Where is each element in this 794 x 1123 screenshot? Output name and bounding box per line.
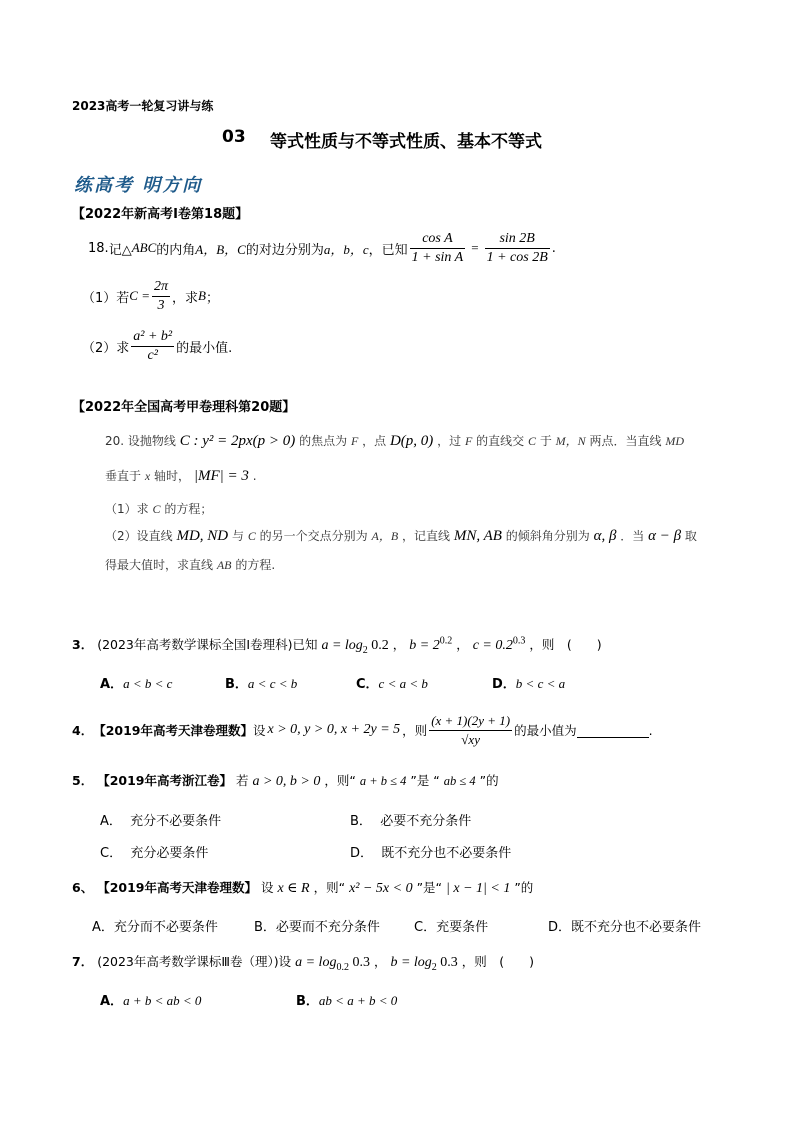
q5-option-b-label: B． <box>350 814 372 829</box>
q6-stem <box>72 878 533 897</box>
q18-part2-tail: 的最小值. <box>176 340 233 356</box>
q7-source: (2023年高考数学课标Ⅲ卷（理）)设 <box>97 954 292 969</box>
q3-c-def <box>472 635 526 653</box>
q18-equals: = <box>471 240 479 255</box>
q20-p2-diff: α − β <box>648 528 682 544</box>
q20-l1-c: ，点 <box>362 434 387 448</box>
q20-part1-text: 的方程； <box>164 502 213 516</box>
q3-b-def <box>409 635 453 653</box>
q20-mf-condition: |MF| = 3 <box>193 468 249 484</box>
q18-part1-lhs: C = <box>129 288 150 303</box>
q4-answer-blank[interactable] <box>577 723 649 738</box>
q3-c-eq: c = 0.2 <box>472 638 513 653</box>
q18-part1-label: （1）若 <box>82 290 130 306</box>
q20-part1-c: C <box>152 502 161 516</box>
q7-option-a[interactable] <box>100 990 201 1009</box>
q7-option-a-text: a + b < ab < 0 <box>123 993 202 1008</box>
q7-b-base: 2 <box>431 961 437 973</box>
q4-sep: ，则 <box>402 723 428 738</box>
q20-part1-label: （1）求 <box>105 502 149 516</box>
q18-part1-numerator: 2π <box>152 278 170 297</box>
q20-p2-e: 的倾斜角分别为 <box>505 529 590 543</box>
q6-a: 设 <box>260 880 274 895</box>
q18-frac1-denominator: 1 + sin A <box>411 249 464 265</box>
q3-option-d-label: D． <box>492 677 516 692</box>
q3-option-a-label: A． <box>100 677 124 692</box>
q4-source: 【2019年高考天津卷理数】 <box>93 723 253 738</box>
q3-b-eq: b = 2 <box>409 638 440 653</box>
q3-option-c-label: C． <box>356 677 379 692</box>
q5-source: 【2019年高考浙江卷】 <box>97 773 232 788</box>
q3-a-def <box>321 638 389 656</box>
q4-end: . <box>648 722 653 738</box>
q6-d: ”的 <box>514 880 534 895</box>
q18-part1-b: B <box>198 288 206 303</box>
q20-p2-f: ．当 <box>620 529 645 543</box>
q18-angles: A，B，C <box>195 241 246 257</box>
q7-option-b[interactable] <box>296 990 397 1009</box>
q3-a-base: 2 <box>362 644 368 656</box>
q20-p2-lines2: MN, AB <box>453 528 502 544</box>
q6-p: x² − 5x < 0 <box>349 881 413 896</box>
q5-option-c-label: C． <box>100 846 123 861</box>
q6-source: 【2019年高考天津卷理数】 <box>97 880 257 895</box>
q18-stem-end: . <box>551 240 556 256</box>
q7-stem <box>72 952 534 973</box>
q7-sep: ， <box>373 954 387 969</box>
q20-focus-2: F <box>464 434 473 448</box>
q3-option-d[interactable] <box>492 673 565 692</box>
q6-option-b[interactable]: B．必要而不充分条件 <box>254 920 380 935</box>
q20-line1 <box>105 432 684 450</box>
q18-frac1-numerator: cos A <box>410 230 466 249</box>
q4-number: 4． <box>72 723 94 738</box>
q5-number: 5． <box>72 773 94 788</box>
q18-fraction-left <box>410 230 466 267</box>
title-number: 03 <box>222 127 246 147</box>
q20-points-mn: M，N <box>555 434 586 448</box>
q7-a-base: 0.2 <box>336 961 349 973</box>
q3-option-b-label: B． <box>225 677 248 692</box>
q3-a-eq: a = log <box>321 638 363 653</box>
q5-option-d-label: D． <box>350 846 374 861</box>
q7-tail: ，则 ( ) <box>461 954 535 969</box>
q5-option-b[interactable] <box>350 810 471 829</box>
q20-p2-lines: MD, ND <box>176 528 229 544</box>
q5-option-a-label: A． <box>100 814 122 829</box>
q5-option-c-text: 充分必要条件 <box>130 846 209 861</box>
q3-stem <box>72 635 602 656</box>
q18-stem-a: 记△ <box>108 242 132 258</box>
q4-text: 设 <box>253 723 266 738</box>
q5-q: ab ≤ 4 <box>443 774 476 788</box>
q18-frac2-numerator: sin 2B <box>485 230 550 249</box>
q20-p3-ab: AB <box>216 558 232 572</box>
q20-l1-h: 于 <box>539 434 552 448</box>
q20-l1-i: 两点．当直线 <box>589 434 662 448</box>
q20-l1-g: 的直线交 <box>476 434 525 448</box>
q5-condition: a > 0, b > 0 <box>252 774 321 789</box>
q18-stem-b: 的内角 <box>156 242 196 258</box>
q5-b: ，则“ <box>324 773 356 788</box>
q20-p2-c2: 的另一个交点分别为 <box>259 529 368 543</box>
q20-source-tag: 【2022年全国高考甲卷理科第20题】 <box>72 400 296 415</box>
q4-frac-denominator: √xy <box>461 731 480 747</box>
series-label: 2023高考一轮复习讲与练 <box>72 99 214 113</box>
q18-part2-numerator: a² + b² <box>131 328 174 347</box>
q20-p2-a: （2）设直线 <box>105 529 173 543</box>
q5-option-d-text: 既不充分也不必要条件 <box>381 846 512 861</box>
q7-a-eq: a = log <box>295 955 337 970</box>
q3-option-c[interactable] <box>356 673 428 692</box>
q3-number: 3． <box>72 637 94 652</box>
q5-stem <box>72 771 499 790</box>
q20-parabola: C : y² = 2px(p > 0) <box>179 433 296 449</box>
q5-option-d[interactable] <box>350 842 511 861</box>
q20-p2-d: ，记直线 <box>402 529 451 543</box>
q20-l2-x: x <box>144 469 151 483</box>
q6-x-real: x ∈ R <box>277 881 310 896</box>
q18-number: 18. <box>88 240 109 256</box>
q5-c: ”是 “ <box>410 773 440 788</box>
q18-sides: a，b，c <box>323 241 369 257</box>
q18-stem <box>88 226 556 270</box>
q18-part1-tail: ，求 <box>172 290 199 306</box>
q18-part2-denominator: c² <box>147 347 158 363</box>
q7-b-eq: b = log <box>390 955 432 970</box>
q6-option-a[interactable]: A．充分而不必要条件 <box>92 920 218 935</box>
q5-option-b-text: 必要不充分条件 <box>380 814 472 829</box>
q5-option-c[interactable] <box>100 842 208 861</box>
q20-p2-g: 取 <box>684 529 697 543</box>
q4-condition: x > 0, y > 0, x + 2y = 5 <box>267 722 401 737</box>
q20-p2-angles: α, β <box>593 528 617 544</box>
q5-d: ”的 <box>479 773 499 788</box>
q3-sep1: ， <box>392 637 406 652</box>
q18-fraction-right <box>485 230 550 267</box>
q3-option-c-text: c < a < b <box>378 676 428 691</box>
q7-a-def <box>295 955 370 973</box>
q6-b: ，则“ <box>313 880 346 895</box>
q5-a: 若 <box>235 773 249 788</box>
q20-line-md: MD <box>665 434 685 448</box>
q20-l2-a: 垂直于 <box>105 469 142 483</box>
q6-option-d[interactable]: D．既不充分也不必要条件 <box>548 920 702 935</box>
q20-curve-c: C <box>527 434 536 448</box>
q3-b-exp: 0.2 <box>439 635 453 647</box>
q3-tail: ，则 ( ) <box>529 637 602 652</box>
q18-part2-fraction <box>131 328 174 365</box>
q5-option-a-text: 充分不必要条件 <box>130 814 222 829</box>
q18-part2 <box>82 324 232 368</box>
page-title: 等式性质与不等式性质、基本不等式 <box>270 132 542 152</box>
q3-option-b-text: a < c < b <box>247 676 298 691</box>
q5-p: a + b ≤ 4 <box>359 774 407 788</box>
q6-c: ”是“ <box>416 880 443 895</box>
q20-p3-a: 得最大值时，求直线 <box>105 558 214 572</box>
q3-sep2: ， <box>456 637 469 652</box>
q18-stem-d: ，已知 <box>368 242 408 258</box>
q6-number: 6、 <box>72 880 94 895</box>
q4-stem <box>72 708 653 752</box>
q7-option-b-label: B． <box>296 994 319 1009</box>
q18-part1 <box>82 275 219 317</box>
q3-option-d-text: b < c < a <box>515 676 566 691</box>
q20-l2-b: 轴时， <box>154 469 191 483</box>
q4-tail: 的最小值为 <box>514 723 577 738</box>
q18-triangle: ABC <box>131 240 157 255</box>
q3-c-exp: 0.3 <box>512 635 526 647</box>
q4-fraction <box>429 712 512 749</box>
section-heading: 练高考 明方向 <box>74 175 203 196</box>
q6-q: | x − 1| < 1 <box>446 881 511 896</box>
q6-option-c[interactable]: C．充要条件 <box>414 920 489 935</box>
q7-option-a-label: A． <box>100 994 124 1009</box>
q18-part1-end: ； <box>205 290 219 306</box>
q20-p3-b: 的方程. <box>235 558 276 572</box>
q18-frac2-denominator: 1 + cos 2B <box>486 249 548 265</box>
q18-source-tag: 【2022年新高考Ⅰ卷第18题】 <box>72 207 249 222</box>
q3-a-val: 0.2 <box>367 638 389 653</box>
q3-option-a-text: a < b < c <box>123 676 173 691</box>
q20-line2 <box>105 467 257 485</box>
q3-option-a[interactable] <box>100 673 172 692</box>
q20-part2-cont <box>105 556 275 573</box>
q20-part1 <box>105 500 212 517</box>
q20-part2 <box>105 527 697 545</box>
q5-option-a[interactable] <box>100 810 221 829</box>
q7-b-def <box>390 955 458 973</box>
q20-focus: F <box>350 434 359 448</box>
q20-l1-b: 的焦点为 <box>299 434 348 448</box>
q18-stem-c: 的对边分别为 <box>245 242 324 258</box>
q20-l2-end: . <box>252 469 257 483</box>
q7-option-b-text: ab < a + b < 0 <box>318 993 398 1008</box>
q4-frac-numerator: (x + 1)(2y + 1) <box>429 712 512 731</box>
q18-part1-fraction <box>152 278 170 315</box>
q20-p2-ab: A，B <box>371 529 399 543</box>
q3-source: (2023年高考数学课标全国Ⅰ卷理科)已知 <box>97 637 318 652</box>
q7-b-val: 0.3 <box>436 955 458 970</box>
q20-p2-c: C <box>247 529 256 543</box>
q20-p2-b: 与 <box>231 529 244 543</box>
q18-part1-denominator: 3 <box>157 297 165 313</box>
q7-number: 7． <box>72 954 94 969</box>
q20-l1-e: ，过 <box>437 434 462 448</box>
q18-part2-label: （2）求 <box>82 340 130 356</box>
q7-a-val: 0.3 <box>348 955 370 970</box>
q20-point-d: D(p, 0) <box>389 433 434 449</box>
q3-option-b[interactable] <box>225 673 297 692</box>
q20-l1-a: 20. 设抛物线 <box>105 434 176 448</box>
